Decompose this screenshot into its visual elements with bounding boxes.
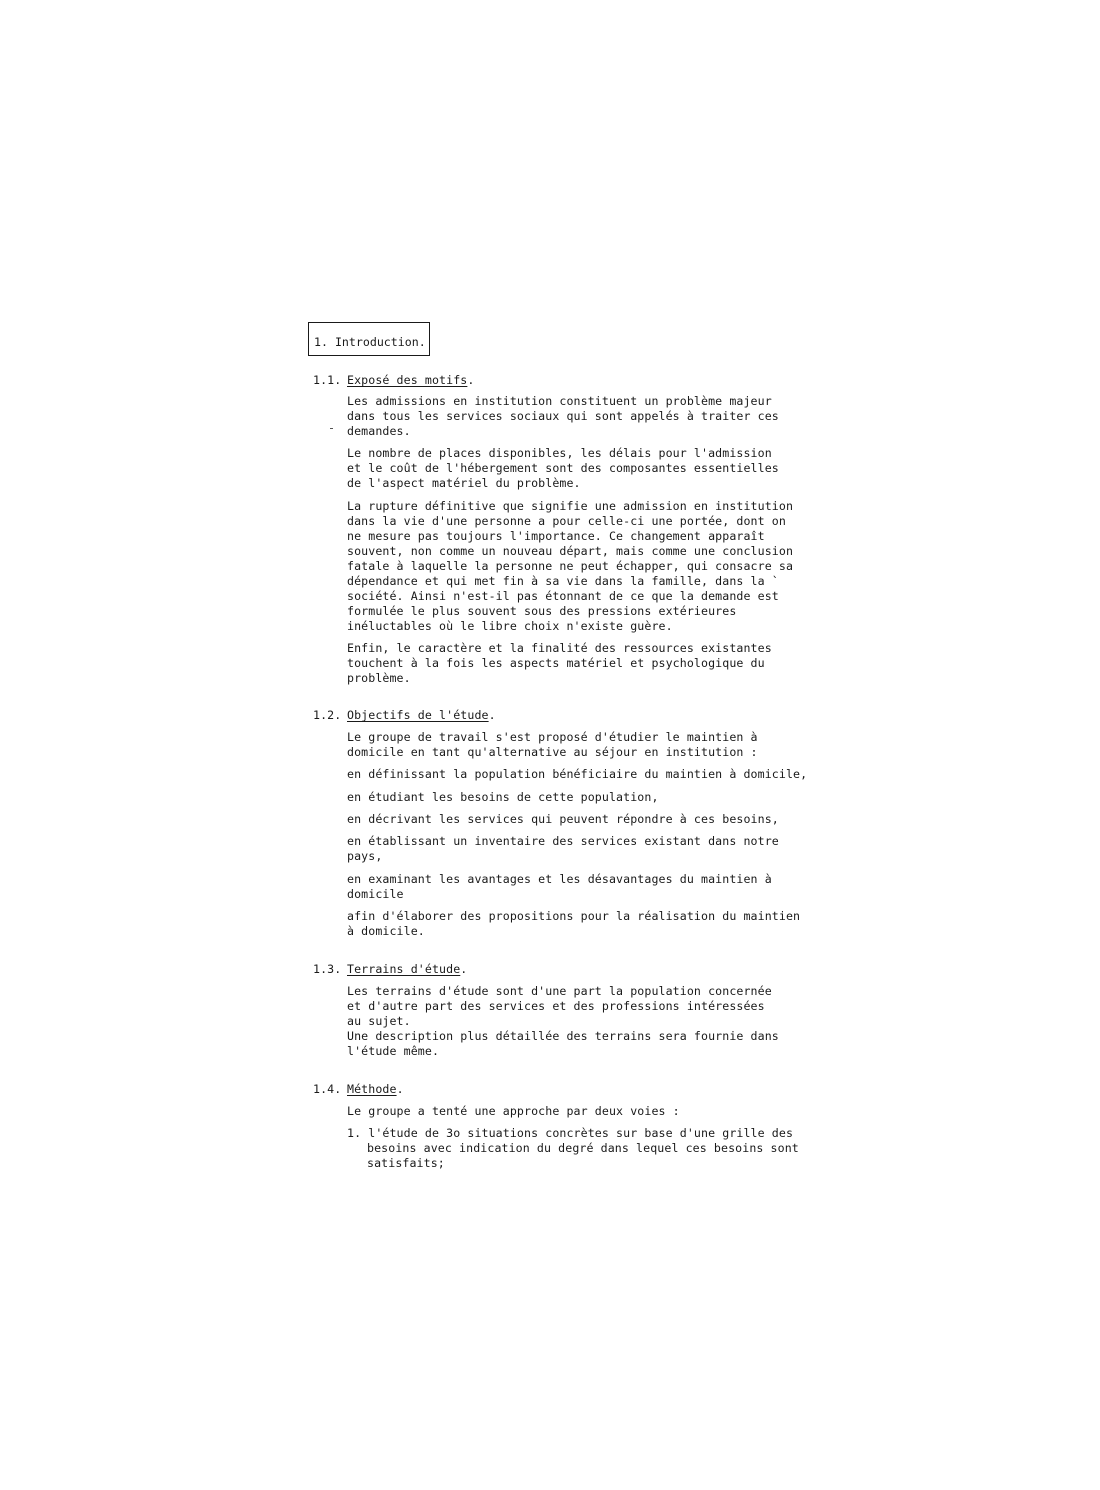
section-title: Terrains d'étude — [347, 962, 461, 976]
text-line: Les terrains d'étude sont d'une part la population concernée — [347, 984, 772, 998]
section-title: Objectifs de l'étude — [347, 708, 489, 722]
text-line: souvent, non comme un nouveau départ, mais comme une conclusion — [347, 544, 794, 558]
text-line: Les admissions en institution constituent un problème majeur — [347, 394, 772, 408]
text-line: demandes. — [347, 424, 411, 438]
section-number: 1.4. — [313, 1082, 342, 1096]
text-line: et le coût de l'hébergement sont des composantes essentielles — [347, 461, 779, 475]
text-line: société. Ainsi n'est-il pas étonnant de ce que la demande est — [347, 589, 779, 603]
text-line: La rupture définitive que signifie une admission en institution — [347, 499, 794, 513]
text-line: domicile en tant qu'alternative au séjour en institution : — [347, 745, 758, 759]
text-line: de l'aspect matériel du problème. — [347, 476, 581, 490]
list-item-line: besoins avec indication du degré dans lequel ces besoins sont — [367, 1141, 799, 1155]
list-item-line: satisfaits; — [367, 1156, 445, 1170]
text-line: inéluctables où le libre choix n'existe guère. — [347, 619, 673, 633]
text-line: au sujet. — [347, 1014, 411, 1028]
heading-title: 1. Introduction. — [314, 335, 426, 349]
text-line: en étudiant les besoins de cette population, — [347, 790, 659, 804]
section-title-wrap — [347, 373, 474, 388]
text-line: en définissant la population bénéficiaire du maintien à domicile, — [347, 767, 808, 781]
text-line: problème. — [347, 671, 411, 685]
heading-box — [308, 322, 430, 356]
text-line: Une description plus détaillée des terrains sera fournie dans — [347, 1029, 779, 1043]
text-line: et d'autre part des services et des professions intéressées — [347, 999, 765, 1013]
text-line: pays, — [347, 849, 383, 863]
section-number: 1.2. — [313, 708, 342, 722]
text-line: Enfin, le caractère et la finalité des ressources existantes — [347, 641, 772, 655]
text-line: Le groupe a tenté une approche par deux voies : — [347, 1104, 680, 1118]
section-title-end: . — [488, 708, 496, 722]
text-line: en examinant les avantages et les désavantages du maintien à — [347, 872, 772, 886]
list-item-line: 1. l'étude de 3o situations concrètes sur base d'une grille des — [347, 1126, 794, 1140]
section-title-end: . — [396, 1082, 404, 1096]
text-line: l'étude même. — [347, 1044, 440, 1058]
text-line: dépendance et qui met fin à sa vie dans la famille, dans la ` — [347, 574, 779, 588]
section-title: Méthode — [347, 1082, 397, 1096]
text-line: Le nombre de places disponibles, les délais pour l'admission — [347, 446, 772, 460]
text-line: fatale à laquelle la personne ne peut échapper, qui consacre sa — [347, 559, 794, 573]
text-line: Le groupe de travail s'est proposé d'étudier le maintien à — [347, 730, 758, 744]
text-line: dans tous les services sociaux qui sont appelés à traiter ces — [347, 409, 779, 423]
text-line: dans la vie d'une personne a pour celle-ci une portée, dont on — [347, 514, 786, 528]
text-line: en établissant un inventaire des services existant dans notre — [347, 834, 779, 848]
section-title-end: . — [460, 962, 468, 976]
text-line: afin d'élaborer des propositions pour la réalisation du maintien — [347, 909, 801, 923]
section-number: 1.3. — [313, 962, 342, 976]
section-title-wrap — [347, 962, 467, 977]
scan-speck — [330, 428, 333, 429]
text-line: en décrivant les services qui peuvent répondre à ces besoins, — [347, 812, 779, 826]
section-title-end: . — [467, 373, 475, 387]
section-title-wrap — [347, 708, 496, 723]
text-line: à domicile. — [347, 924, 425, 938]
section-title: Exposé des motifs — [347, 373, 468, 387]
text-line: ne mesure pas toujours l'importance. Ce changement apparaît — [347, 529, 765, 543]
section-number: 1.1. — [313, 373, 342, 387]
text-line: formulée le plus souvent sous des pressions extérieures — [347, 604, 737, 618]
section-title-wrap — [347, 1082, 404, 1097]
text-line: domicile — [347, 887, 404, 901]
text-line: touchent à la fois les aspects matériel et psychologique du — [347, 656, 765, 670]
